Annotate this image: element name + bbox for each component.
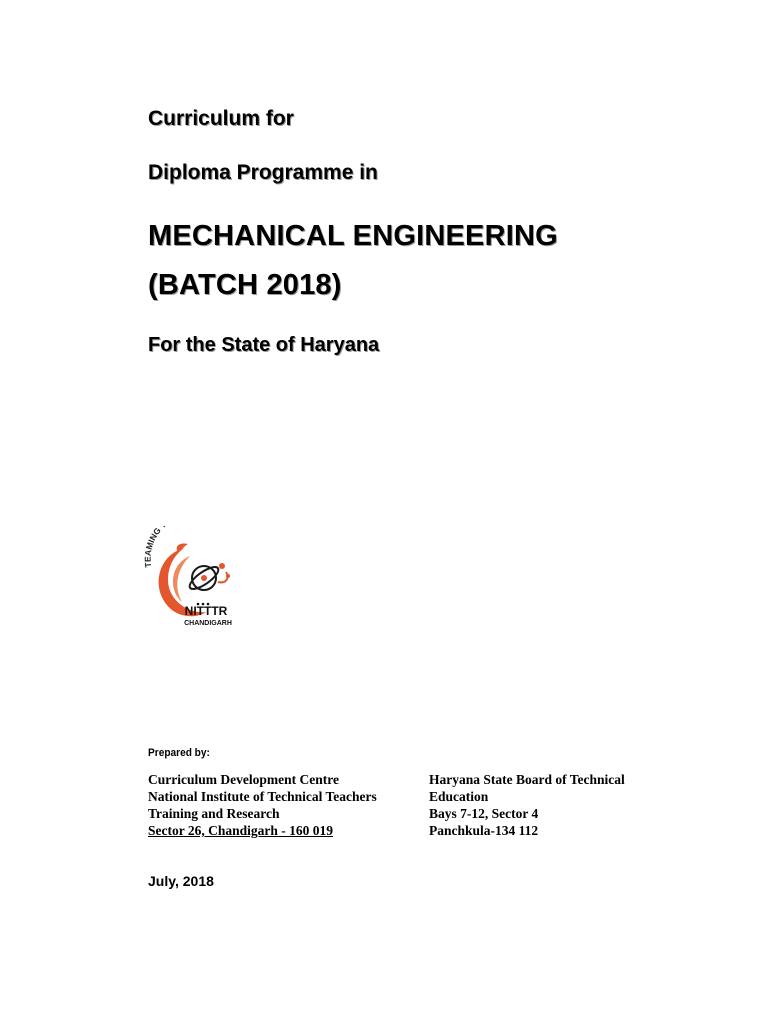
nitttr-emblem-icon xyxy=(144,526,250,630)
heading-curriculum-for: Curriculum for xyxy=(148,107,294,130)
left-address-line: Training and Research xyxy=(148,806,280,821)
left-address-line: National Institute of Technical Teachers xyxy=(148,789,377,804)
title-mechanical-engineering: MECHANICAL ENGINEERING xyxy=(148,220,558,252)
nitttr-logo xyxy=(144,526,250,630)
left-address-line: Curriculum Development Centre xyxy=(148,772,339,787)
right-address-block xyxy=(429,771,625,839)
right-address-line: Education xyxy=(429,789,489,804)
right-address-line: Haryana State Board of Technical xyxy=(429,772,625,787)
logo-name: NITTTR xyxy=(184,604,228,618)
left-address-block xyxy=(148,771,377,839)
right-address-line: Bays 7-12, Sector 4 xyxy=(429,806,539,821)
title-batch: (BATCH 2018) xyxy=(148,269,342,301)
logo-ring-text: MING xyxy=(144,526,163,551)
heading-diploma-programme: Diploma Programme in xyxy=(148,161,378,184)
prepared-by-label: Prepared by: xyxy=(148,747,210,759)
document-date: July, 2018 xyxy=(148,873,214,889)
right-address-line: Panchkula-134 112 xyxy=(429,823,539,838)
left-address-line: Sector 26, Chandigarh - 160 019 xyxy=(148,823,334,838)
state-line: For the State of Haryana xyxy=(148,334,380,356)
logo-city: CHANDIGARH xyxy=(184,620,232,627)
